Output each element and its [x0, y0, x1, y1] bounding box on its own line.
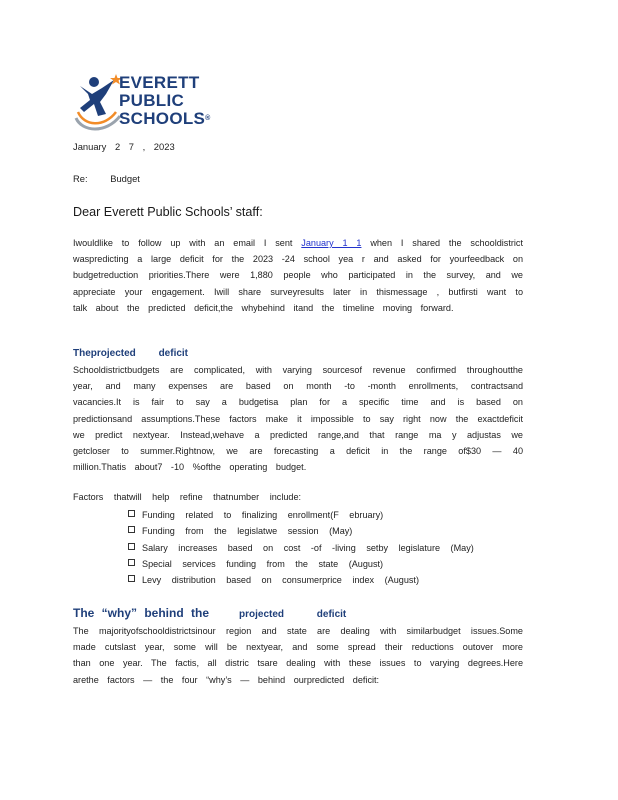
factors-list — [128, 507, 474, 588]
intro-before-link: Iwouldlike to follow up with an email I sent — [73, 238, 293, 248]
why-behind-heading — [73, 606, 346, 620]
bullet-box-icon — [128, 510, 135, 517]
list-item-text: Salary increases based on cost -of -living setby legislature (May) — [142, 542, 474, 553]
intro-paragraph — [73, 235, 523, 316]
letter-date: January 2 7 , 2023 — [73, 141, 175, 152]
bullet-box-icon — [128, 559, 135, 566]
list-item — [128, 507, 474, 523]
january-11-email-link[interactable]: January 1 1 — [301, 238, 362, 248]
why-heading-part-1: The “why” behind the — [73, 606, 210, 620]
district-logo — [72, 70, 212, 134]
bullet-box-icon — [128, 575, 135, 582]
projected-deficit-paragraph: Schooldistrictbudgets are complicated, with varying sourcesof revenue confirmed throughoutthe year, and many expenses are based on month -to -month enrollments, contractsand vacancies.It is fair to say a budgetisa plan for a specific time and is based on predictionsand assumptions.These factors make it impossible to say right now the exactdeficit we predict nextyear. Instead,wehave a predicted range,and that range ma y adjustas we getcloser to summer.Rightnow, we are forecasting a deficit in the range of$30 — 40 million.Thatis about7 -10 %ofthe operating budget. — [73, 365, 523, 473]
salutation: Dear Everett Public Schools’ staff: — [73, 205, 263, 219]
logo-line-3 — [119, 110, 211, 128]
subject-value: Budget — [110, 173, 140, 184]
why-heading-part-2: projected deficit — [239, 609, 347, 620]
registered-mark: ® — [205, 115, 211, 122]
list-item-text: Special services funding from the state (August) — [142, 558, 384, 569]
logo-line-2: PUBLIC — [119, 91, 185, 110]
projected-deficit-heading: Theprojected deficit — [73, 348, 189, 359]
bullet-box-icon — [128, 543, 135, 550]
logo-wordmark — [119, 74, 211, 128]
runner-star-swoosh-icon — [72, 72, 124, 134]
intro-after-link: when I shared the schooldistrict waspredicting a large deficit for the 2023 -24 school yea r and asked for yourfeedback on budgetreduction priorities.There were 1,880 people who participated in the survey, and we appreciate your engagement. Iwill share surveyresults later in thismessage , butfirsti want to talk about the predicted deficit,the whybehind itand the timeline moving forward. — [73, 238, 523, 313]
why-paragraph: The majorityofschooldistrictsinour region and state are dealing with similarbudget issues.Some made cutslast year, some will be nextyear, and some spread their reductions outover more than one year. The factis, all distric tsare dealing with these issues to varying degrees.Here arethe factors — the four “why’s — behind ourpredicted deficit: — [73, 626, 523, 685]
list-item — [128, 572, 474, 588]
list-item — [128, 540, 474, 556]
logo-line-3-text: SCHOOLS — [119, 109, 206, 128]
subject-label: Re: — [73, 173, 88, 184]
list-item — [128, 523, 474, 539]
list-item-text: Funding related to finalizing enrollment(F ebruary) — [142, 510, 384, 520]
factors-lead: Factors thatwill help refine thatnumber include: — [73, 492, 302, 502]
bullet-box-icon — [128, 526, 135, 533]
list-item — [128, 556, 474, 572]
subject-line — [73, 173, 140, 184]
list-item-text: Levy distribution based on consumerprice index (August) — [142, 575, 419, 586]
list-item-text: Funding from the legislatwe session (May) — [142, 526, 353, 537]
logo-line-1: EVERETT — [119, 73, 200, 92]
